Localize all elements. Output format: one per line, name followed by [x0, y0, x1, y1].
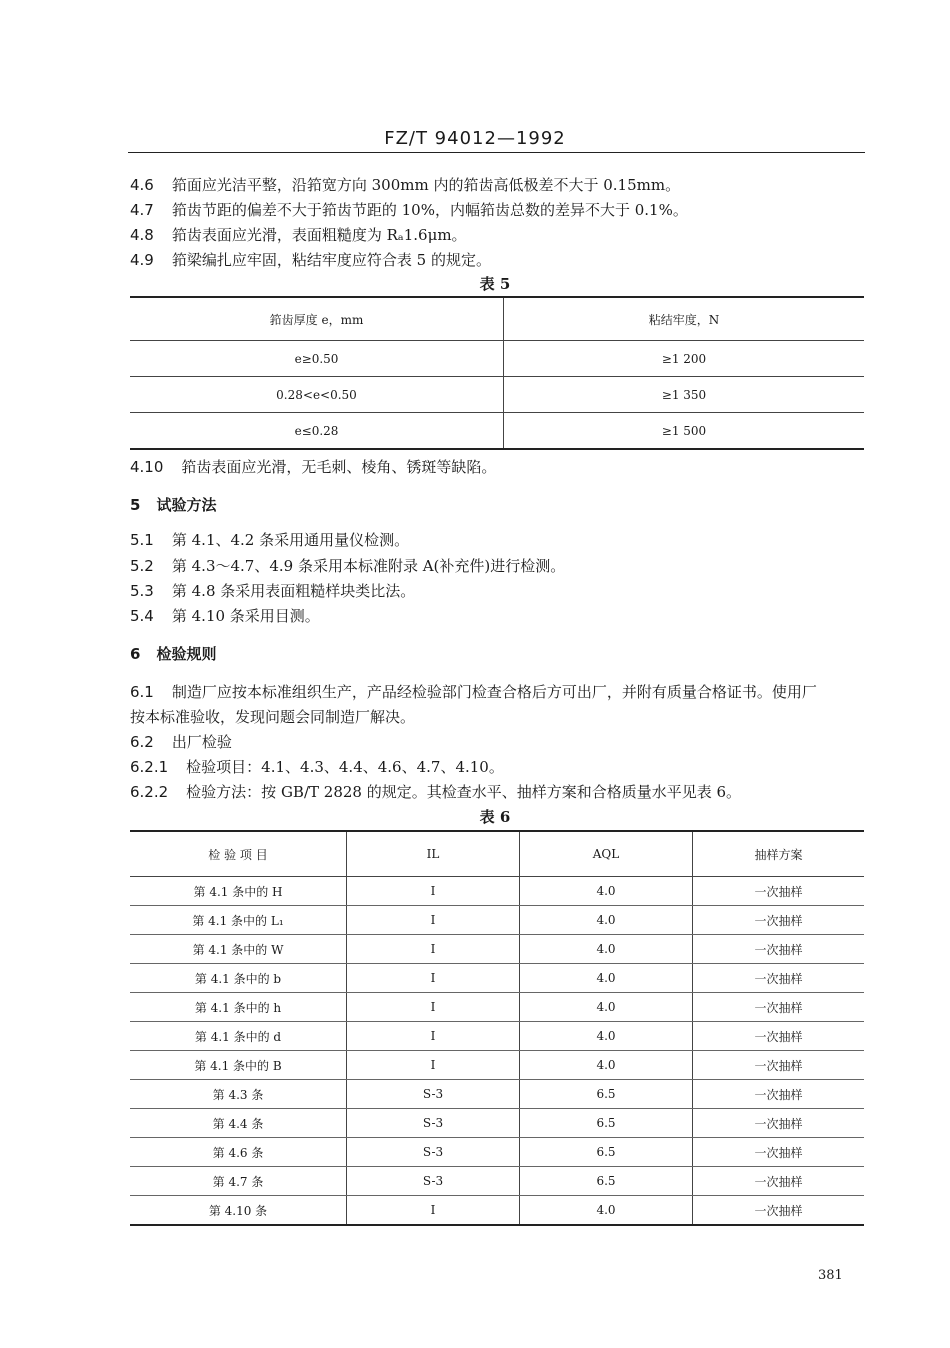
- table-cell: 6.5: [520, 1138, 693, 1167]
- table-cell: e≤0.28: [130, 413, 504, 450]
- document-header: FZ/T 94012—1992: [384, 128, 566, 149]
- table-header-row: [130, 831, 864, 877]
- table-row: [130, 935, 864, 964]
- clause-text: 出厂检验: [171, 733, 232, 751]
- table-cell: ≥1 500: [661, 423, 707, 438]
- clause-6-2: [130, 731, 232, 752]
- table-cell: 4.0: [520, 877, 693, 906]
- table-cell: I: [347, 1196, 520, 1226]
- table-cell: 第 4.3 条: [130, 1080, 347, 1109]
- clause-text: 第 4.3～4.7、4.9 条采用本标准附录 A(补充件)进行检测。: [171, 557, 566, 575]
- table-cell: 一次抽样: [693, 877, 865, 906]
- table-cell: 一次抽样: [693, 1138, 865, 1167]
- table-cell: 4.0: [520, 1022, 693, 1051]
- table-cell: e≥0.50: [130, 341, 504, 377]
- table-cell: 第 4.1 条中的 H: [130, 877, 347, 906]
- table-cell: I: [347, 906, 520, 935]
- header-rule: [128, 152, 865, 153]
- table-row: [130, 1196, 864, 1226]
- clause-number: 5.1: [130, 531, 154, 549]
- table-row: [130, 1080, 864, 1109]
- clause-6-2-2: [130, 781, 741, 802]
- clause-text: 筘齿节距的偏差不大于筘齿节距的 10%，内幅筘齿总数的差异不大于 0.1%。: [171, 201, 688, 219]
- table-cell: 4.0: [520, 1051, 693, 1080]
- section-number: 5: [130, 496, 141, 514]
- clause-4-8: [130, 224, 467, 245]
- clause-number: 6.2.1: [130, 758, 169, 776]
- table-6: [130, 830, 864, 1226]
- table-cell: 4.0: [520, 906, 693, 935]
- table6-caption: 表 6: [479, 808, 511, 826]
- table-cell: 一次抽样: [693, 1022, 865, 1051]
- table-5: [130, 296, 864, 450]
- table-cell: ≥1 350: [504, 377, 865, 413]
- table-cell: 4.0: [520, 1196, 693, 1226]
- table-cell: 6.5: [520, 1080, 693, 1109]
- clause-text: 第 4.10 条采用目测。: [171, 607, 320, 625]
- table-cell: 第 4.7 条: [130, 1167, 347, 1196]
- table5-caption: 表 5: [479, 275, 511, 293]
- clause-number: 5.4: [130, 607, 154, 625]
- clause-5-4: [130, 605, 320, 626]
- clause-number: 6.2.2: [130, 783, 169, 801]
- table-row: [130, 1109, 864, 1138]
- table-header-cell: 检 验 项 目: [130, 831, 347, 877]
- page-number: 381: [818, 1268, 843, 1283]
- table-cell: 一次抽样: [693, 1109, 865, 1138]
- clause-text: 筘梁编扎应牢固，粘结牢度应符合表 5 的规定。: [171, 251, 491, 269]
- table-row: [130, 1051, 864, 1080]
- table-row: [130, 413, 864, 450]
- table-cell: I: [347, 964, 520, 993]
- clause-text: 制造厂应按本标准组织生产，产品经检验部门检查合格后方可出厂，并附有质量合格证书。使用厂: [171, 683, 817, 701]
- clause-text: 第 4.1、4.2 条采用通用量仪检测。: [171, 531, 410, 549]
- clause-number: 5.3: [130, 582, 154, 600]
- clause-number: 4.7: [130, 201, 154, 219]
- clause-6-1-continued: 按本标准验收，发现问题会同制造厂解决。: [130, 708, 416, 726]
- clause-4-6: [130, 174, 680, 195]
- table-cell: 第 4.6 条: [130, 1138, 347, 1167]
- table-cell: I: [347, 993, 520, 1022]
- table-cell: S-3: [347, 1109, 520, 1138]
- table-cell: S-3: [347, 1080, 520, 1109]
- clause-number: 6.1: [130, 683, 154, 701]
- table-cell: 一次抽样: [754, 1203, 803, 1218]
- clause-text: 筘面应光洁平整，沿筘宽方向 300mm 内的筘齿高低极差不大于 0.15mm。: [171, 176, 681, 194]
- clause-number: 4.9: [130, 251, 154, 269]
- table-row: [130, 377, 864, 413]
- clause-text: 检验项目：4.1、4.3、4.4、4.6、4.7、4.10。: [186, 758, 504, 776]
- table-cell: 6.5: [520, 1109, 693, 1138]
- table-header-cell: AQL: [520, 831, 693, 877]
- table-cell: 第 4.1 条中的 h: [130, 993, 347, 1022]
- table-cell: 第 4.1 条中的 b: [130, 964, 347, 993]
- table-row: [130, 964, 864, 993]
- table-cell: 一次抽样: [693, 906, 865, 935]
- clause-number: 4.6: [130, 176, 154, 194]
- table-row: [130, 341, 864, 377]
- table-cell: 4.0: [520, 993, 693, 1022]
- section-5-heading: [130, 494, 216, 515]
- table-cell: 第 4.10 条: [130, 1196, 347, 1226]
- table-row: [130, 906, 864, 935]
- table-header-cell: IL: [347, 831, 520, 877]
- table-row: [130, 993, 864, 1022]
- table-cell: 一次抽样: [693, 964, 865, 993]
- table-cell: 一次抽样: [693, 935, 865, 964]
- table-cell: 第 4.4 条: [130, 1109, 347, 1138]
- table-cell: 一次抽样: [693, 1080, 865, 1109]
- clause-4-9: [130, 249, 491, 270]
- table-row: [130, 1167, 864, 1196]
- table-cell: 第 4.1 条中的 B: [130, 1051, 347, 1080]
- table-cell: I: [347, 877, 520, 906]
- table-cell: 4.0: [520, 935, 693, 964]
- table-cell: S-3: [347, 1138, 520, 1167]
- clause-6-2-1: [130, 756, 504, 777]
- table-cell: 4.0: [520, 964, 693, 993]
- clause-text: 筘齿表面应光滑，表面粗糙度为 Rₐ1.6μm。: [171, 226, 467, 244]
- table-cell: I: [347, 935, 520, 964]
- clause-5-3: [130, 580, 415, 601]
- table-cell: 第 4.1 条中的 d: [130, 1022, 347, 1051]
- clause-5-1: [130, 529, 409, 550]
- table-cell: I: [347, 1051, 520, 1080]
- table-cell: 第 4.1 条中的 L₁: [130, 906, 347, 935]
- table-row: [130, 1138, 864, 1167]
- table-header-row: [130, 297, 864, 341]
- table-cell: 一次抽样: [693, 993, 865, 1022]
- clause-4-7: [130, 199, 688, 220]
- clause-number: 6.2: [130, 733, 154, 751]
- table-cell: 一次抽样: [693, 1051, 865, 1080]
- clause-5-2: [130, 555, 565, 576]
- clause-number: 4.8: [130, 226, 154, 244]
- clause-text: 筘齿表面应光滑，无毛刺、棱角、锈斑等缺陷。: [181, 458, 497, 476]
- table-cell: ≥1 200: [504, 341, 865, 377]
- table-header-cell: 抽样方案: [693, 831, 865, 877]
- table-cell: 0.28<e<0.50: [130, 377, 504, 413]
- table-header-cell: 筘齿厚度 e，mm: [130, 297, 504, 341]
- clause-text: 第 4.8 条采用表面粗糙样块类比法。: [171, 582, 416, 600]
- table-cell: I: [347, 1022, 520, 1051]
- table-row: [130, 1022, 864, 1051]
- section-title: 试验方法: [156, 496, 217, 514]
- table-cell: 第 4.1 条中的 W: [130, 935, 347, 964]
- clause-text: 检验方法：按 GB/T 2828 的规定。其检查水平、抽样方案和合格质量水平见表 6。: [186, 783, 742, 801]
- table-cell: 6.5: [520, 1167, 693, 1196]
- table-cell: 一次抽样: [693, 1167, 865, 1196]
- clause-4-10: [130, 456, 496, 477]
- section-number: 6: [130, 645, 141, 663]
- section-title: 检验规则: [156, 645, 217, 663]
- table-row: [130, 877, 864, 906]
- clause-number: 4.10: [130, 458, 164, 476]
- clause-number: 5.2: [130, 557, 154, 575]
- section-6-heading: [130, 643, 216, 664]
- table-cell: S-3: [347, 1167, 520, 1196]
- clause-6-1: [130, 681, 817, 702]
- table-header-cell: 粘结牢度，N: [504, 297, 865, 341]
